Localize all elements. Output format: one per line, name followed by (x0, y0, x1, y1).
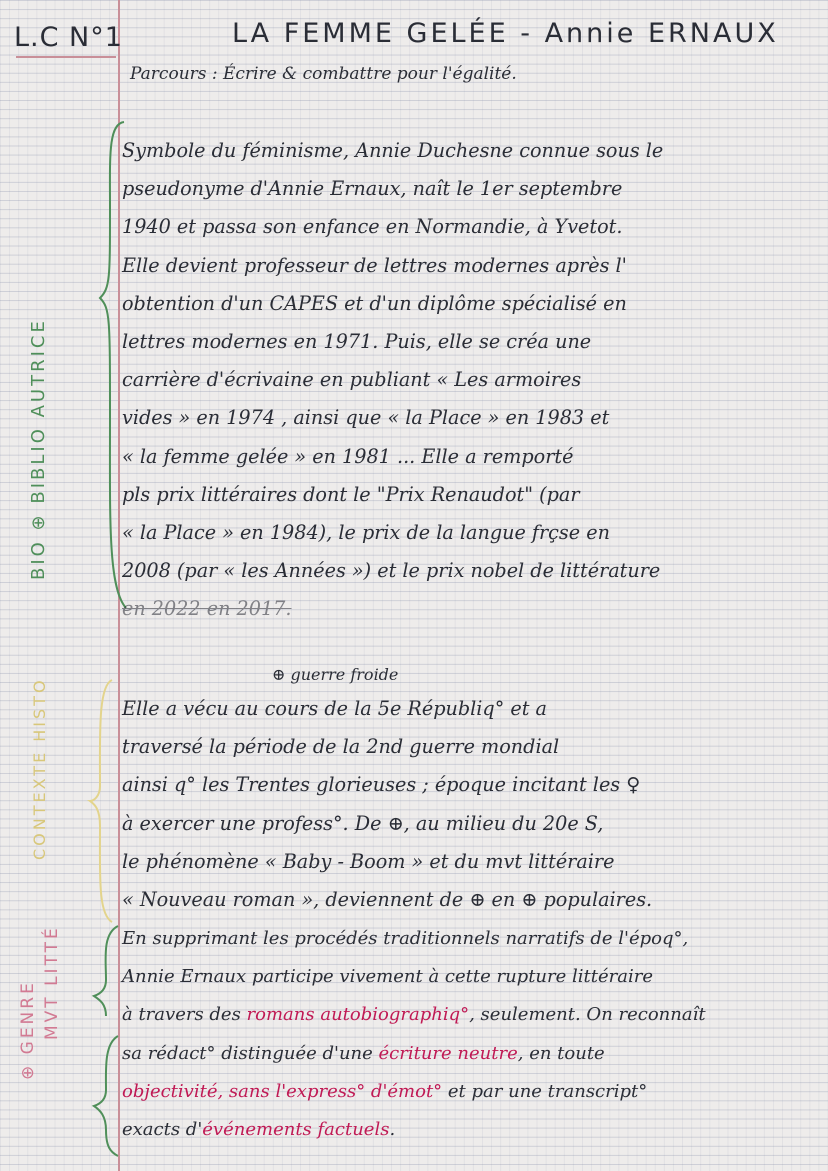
genre-line (122, 1035, 818, 1073)
section-genre (122, 920, 818, 1149)
genre-text: exacts d' (122, 1119, 203, 1141)
bio-line: Symbole du féminisme, Annie Duchesne connue sous le (122, 139, 664, 162)
section-context (122, 660, 818, 919)
bio-line-struck: en 2022 en 2017. (122, 597, 292, 621)
bio-line: Elle devient professeur de lettres modernes après l' (122, 253, 627, 277)
bio-line: 2008 (par « les Années ») et le prix nobel de littérature (122, 559, 661, 583)
bio-line: pseudonyme d'Annie Ernaux, naît le 1er septembre (122, 177, 623, 201)
label-genre: ⊕ GENRE (18, 980, 38, 1080)
lesson-number-text: L.C N°1 (14, 22, 123, 53)
context-line: le phénomène « Baby - Boom » et du mvt littéraire (122, 849, 615, 873)
label-bio-biblio: BIO ⊕ BIBLIO AUTRICE (28, 318, 49, 580)
genre-line (122, 1111, 818, 1149)
bio-line: vides » en 1974 , ainsi que « la Place » en 1983 et (122, 406, 610, 430)
highlight-romans: romans autobiographiq° (246, 1004, 470, 1026)
parcours-subtitle: Parcours : Écrire & combattre pour l'égalité. (130, 64, 517, 84)
bio-line: lettres modernes en 1971. Puis, elle se créa une (122, 330, 592, 354)
genre-text: , seulement. On reconnaît (469, 1004, 706, 1026)
bio-line: obtention d'un CAPES et d'un diplôme spécialisé en (122, 291, 627, 315)
context-line: ainsi q° les Trentes glorieuses ; époque incitant les ♀ (122, 773, 641, 797)
context-line: traversé la période de la 2nd guerre mondial (122, 735, 560, 759)
lesson-number (14, 22, 123, 53)
context-line: Elle a vécu au cours de la 5e Républiq° et a (122, 697, 547, 720)
context-line: à exercer une profess°. De ⊕, au milieu du 20e S, (122, 811, 604, 835)
genre-text: , en toute (517, 1042, 605, 1064)
bio-line: pls prix littéraires dont le "Prix Renaudot" (par (122, 482, 580, 506)
yellow-brace-contexte (86, 676, 116, 926)
section-biography (122, 132, 818, 629)
bio-line: « la Place » en 1984), le prix de la langue frçse en (122, 521, 610, 545)
label-mvt-litte: MVT LITTÉ (42, 925, 62, 1040)
genre-line (122, 996, 818, 1034)
genre-text: à travers des (122, 1004, 247, 1026)
pink-brace-genre (64, 920, 120, 1160)
bio-line: 1940 et passa son enfance en Normandie, à Yvetot. (122, 215, 623, 239)
context-note: ⊕ guerre froide (272, 665, 399, 684)
bio-line: carrière d'écrivaine en publiant « Les armoires (122, 368, 582, 392)
bio-line: « la femme gelée » en 1981 ... Elle a remporté (122, 444, 574, 468)
genre-line: En supprimant les procédés traditionnels narratifs de l'époq°, (122, 928, 689, 949)
genre-line (122, 1073, 818, 1111)
lesson-number-underline (16, 56, 116, 58)
highlight-ecriture: écriture neutre (378, 1042, 518, 1064)
context-line: « Nouveau roman », deviennent de ⊕ en ⊕ populaires. (122, 888, 653, 912)
genre-text: . (389, 1119, 396, 1141)
genre-line: Annie Ernaux participe vivement à cette rupture littéraire (122, 966, 653, 988)
highlight-evenements: événements factuels (202, 1119, 390, 1141)
genre-text: et par une transcript° (442, 1080, 648, 1102)
page-title: LA FEMME GELÉE - Annie ERNAUX (232, 18, 779, 49)
genre-text: sa rédact° distinguée d'une (122, 1042, 379, 1064)
label-contexte: CONTEXTE HISTO (30, 677, 49, 860)
highlight-objectivite: objectivité, sans l'express° d'émot° (122, 1080, 443, 1102)
